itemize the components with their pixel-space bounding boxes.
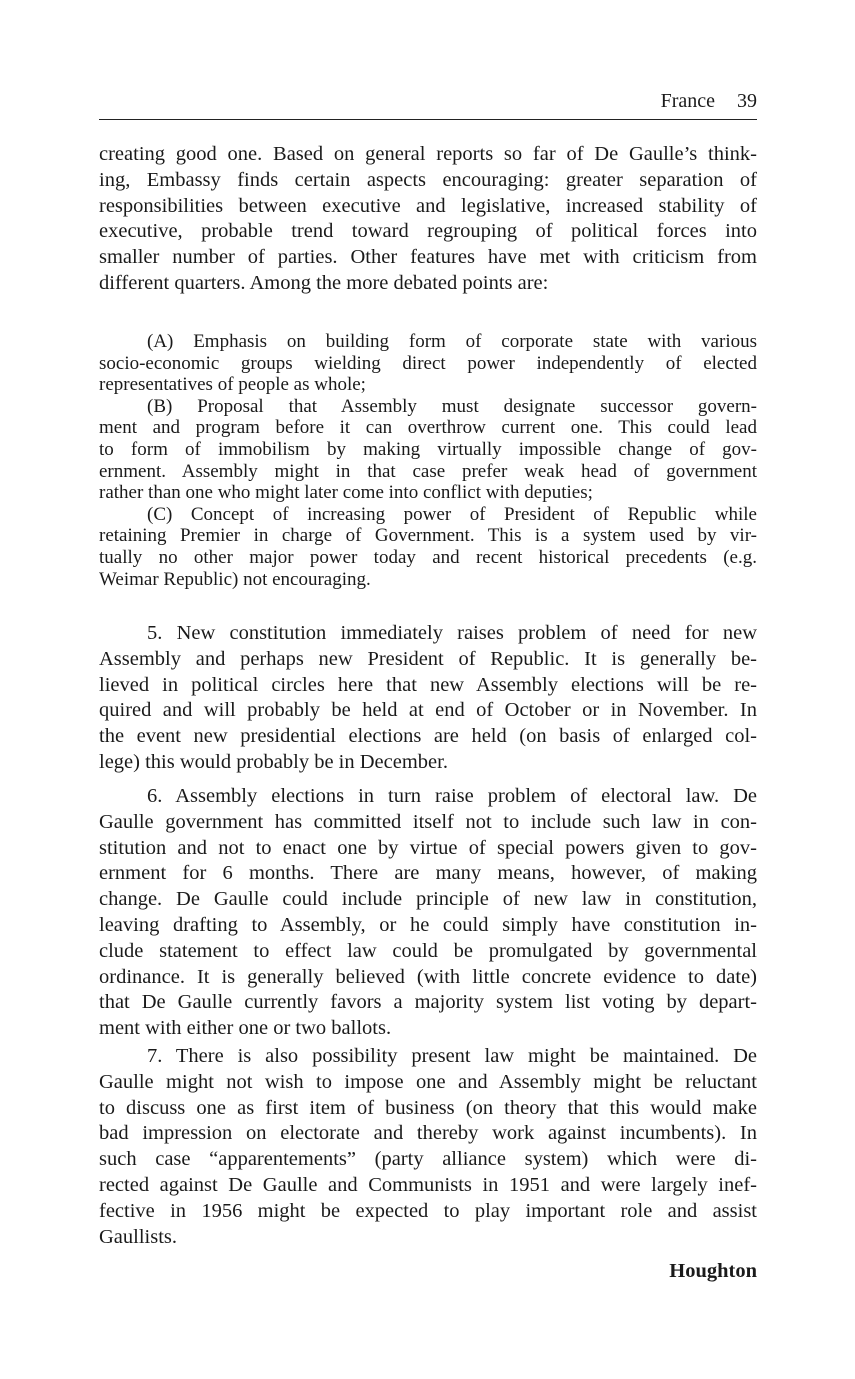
text-line: the event new presidential elections are held (on basis of enlarged col- [99, 725, 757, 748]
text-line: 6. Assembly elections in turn raise problem of electoral law. De [147, 785, 757, 807]
running-header [99, 90, 757, 116]
text-line: different quarters. Among the more debated points are: [99, 271, 549, 294]
text-line: smaller number of parties. Other features have met with criticism from [99, 246, 757, 269]
text-line: (C) Concept of increasing power of President of Republic while [147, 503, 757, 525]
text-line: ernment for 6 months. There are many means, however, of making [99, 862, 757, 885]
text-line: fective in 1956 might be expected to play important role and assist [99, 1199, 757, 1222]
text-line: Gaulle government has committed itself not to include such law in con- [99, 810, 757, 833]
list-item [99, 504, 757, 590]
intro-paragraph [99, 142, 757, 297]
text-line: that De Gaulle currently favors a majority system list voting by depart- [99, 991, 757, 1014]
paragraph-5 [99, 621, 757, 776]
text-line: clude statement to effect law could be promulgated by governmental [99, 939, 757, 962]
text-line: ment and program before it can overthrow current one. This could lead [99, 417, 757, 439]
text-line: change. De Gaulle could include principle of new law in constitution, [99, 888, 757, 911]
text-line: Gaulle might not wish to impose one and Assembly might be reluctant [99, 1070, 757, 1093]
section-title: France [660, 90, 715, 112]
text-line: to form of immobilism by making virtually impossible change of gov- [99, 438, 757, 460]
text-line: responsibilities between executive and legislative, increased stability of [99, 194, 757, 217]
text-line: leaving drafting to Assembly, or he could simply have constitution in- [99, 913, 757, 936]
paragraph-6 [99, 784, 757, 1042]
text-line: lege) this would probably be in December. [99, 750, 448, 773]
text-line: Assembly and perhaps new President of Republic. It is generally be- [99, 647, 757, 670]
text-line: bad impression on electorate and thereby work against incumbents). In [99, 1122, 757, 1145]
text-line: tually no other major power today and recent historical precedents (e.g. [99, 546, 757, 568]
text-line: such case “apparentements” (party alliance system) which were di- [99, 1148, 757, 1171]
debated-points-list [99, 331, 757, 590]
text-line: ordinance. It is generally believed (with little concrete evidence to date) [99, 965, 757, 988]
text-line: executive, probable trend toward regrouping of political forces into [99, 220, 757, 243]
header-rule [99, 119, 757, 120]
text-line: Gaullists. [99, 1225, 178, 1248]
text-line: socio-economic groups wielding direct power independently of elected [99, 352, 757, 374]
text-line: stitution and not to enact one by virtue of special powers given to gov- [99, 836, 757, 859]
text-line: rather than one who might later come into conflict with deputies; [99, 482, 593, 504]
text-line: ment with either one or two ballots. [99, 1017, 392, 1040]
signature: Houghton [669, 1260, 757, 1282]
text-line: to discuss one as first item of business (on theory that this would make [99, 1096, 757, 1119]
text-line: quired and will probably be held at end of October or in November. In [99, 699, 757, 722]
list-item [99, 396, 757, 504]
text-line: ing, Embassy finds certain aspects encouraging: greater separation of [99, 168, 757, 191]
text-line: creating good one. Based on general reports so far of De Gaulle’s think- [99, 143, 757, 165]
list-item [99, 331, 757, 396]
text-line: (A) Emphasis on building form of corporate state with various [147, 331, 757, 352]
page-number: 39 [737, 90, 757, 112]
text-line: lieved in political circles here that new Assembly elections will be re- [99, 673, 757, 696]
text-line: (B) Proposal that Assembly must designate successor govern- [147, 395, 757, 417]
text-line: ernment. Assembly might in that case prefer weak head of government [99, 460, 757, 482]
text-line: 5. New constitution immediately raises problem of need for new [147, 622, 757, 644]
text-line: Weimar Republic) not encouraging. [99, 568, 371, 590]
text-line: 7. There is also possibility present law might be maintained. De [147, 1045, 757, 1067]
text-line: retaining Premier in charge of Government. This is a system used by vir- [99, 525, 757, 547]
text-line: rected against De Gaulle and Communists in 1951 and were largely inef- [99, 1173, 757, 1196]
paragraph-7 [99, 1044, 757, 1250]
text-line: representatives of people as whole; [99, 374, 366, 396]
